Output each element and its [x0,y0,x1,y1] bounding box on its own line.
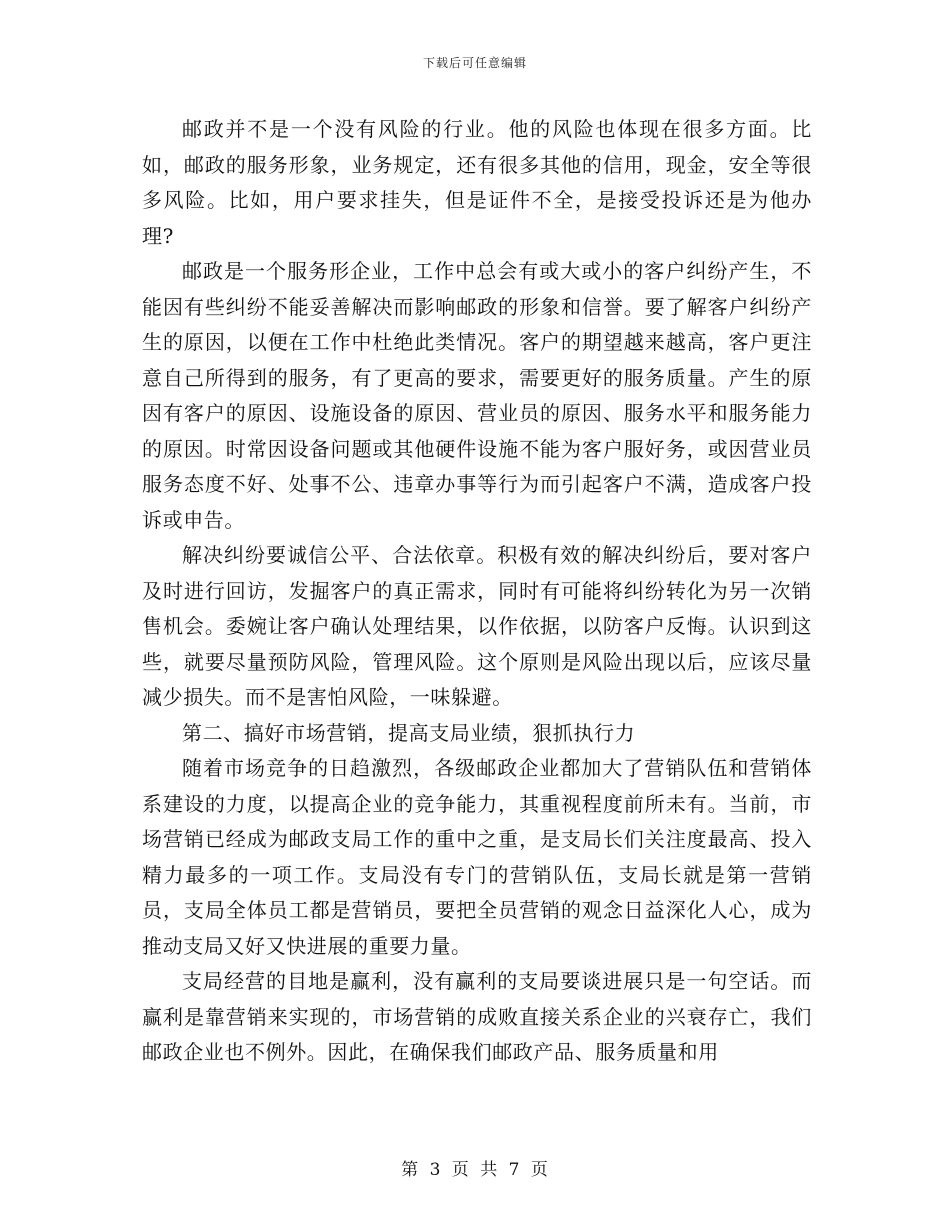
document-body [142,112,812,1071]
paragraph-customer-disputes: 邮政是一个服务形企业，工作中总会有或大或小的客户纠纷产生，不能因有些纠纷不能妥善解决而影响邮政的形象和信誉。要了解客户纠纷产生的原因，以便在工作中杜绝此类情况。客户的期望越来越高，客户更注意自己所得到的服务，有了更高的要求，需要更好的服务质量。产生的原因有客户的原因、设施设备的原因、营业员的原因、服务水平和服务能力的原因。时常因设备问题或其他硬件设施不能为客户服好务，或因营业员服务态度不好、处事不公、违章办事等行为而引起客户不满，造成客户投诉或申告。 [142,259,812,532]
paragraph-dispute-resolution: 解决纠纷要诚信公平、合法依章。积极有效的解决纠纷后，要对客户及时进行回访，发掘客户的真正需求，同时有可能将纠纷转化为另一次销售机会。委婉让客户确认处理结果，以作依据，以防客户反悔。认识到这些，就要尽量预防风险，管理风险。这个原则是风险出现以后，应该尽量减少损失。而不是害怕风险，一味躲避。 [142,543,812,709]
page-header: 下载后可任意编辑 [422,56,527,70]
paragraph-market-competition: 随着市场竞争的日趋激烈，各级邮政企业都加大了营销队伍和营销体系建设的力度，以提高企业的竞争能力，其重视程度前所未有。当前，市场营销已经成为邮政支局工作的重中之重，是支局长们关注度最高、投入精力最多的一项工作。支局没有专门的营销队伍，支局长就是第一营销员，支局全体员工都是营销员，要把全员营销的观念日益深化人心，成为推动支局又好又快进展的重要力量。 [142,756,812,958]
paragraph-profit-goal: 支局经营的目地是赢利，没有赢利的支局要谈进展只是一句空话。而赢利是靠营销来实现的，市场营销的成败直接关系企业的兴衰存亡，我们邮政企业也不例外。因此，在确保我们邮政产品、服务质量和用 [142,969,812,1064]
section-heading-marketing: 第二、搞好市场营销，提高支局业绩，狠抓执行力 [182,720,636,745]
page-number: 第 3 页 共 7 页 [401,1160,549,1180]
paragraph-risk-intro: 邮政并不是一个没有风险的行业。他的风险也体现在很多方面。比如，邮政的服务形象，业务规定，还有很多其他的信用，现金，安全等很多风险。比如，用户要求挂失，但是证件不全，是接受投诉还是为他办理? [142,117,812,248]
